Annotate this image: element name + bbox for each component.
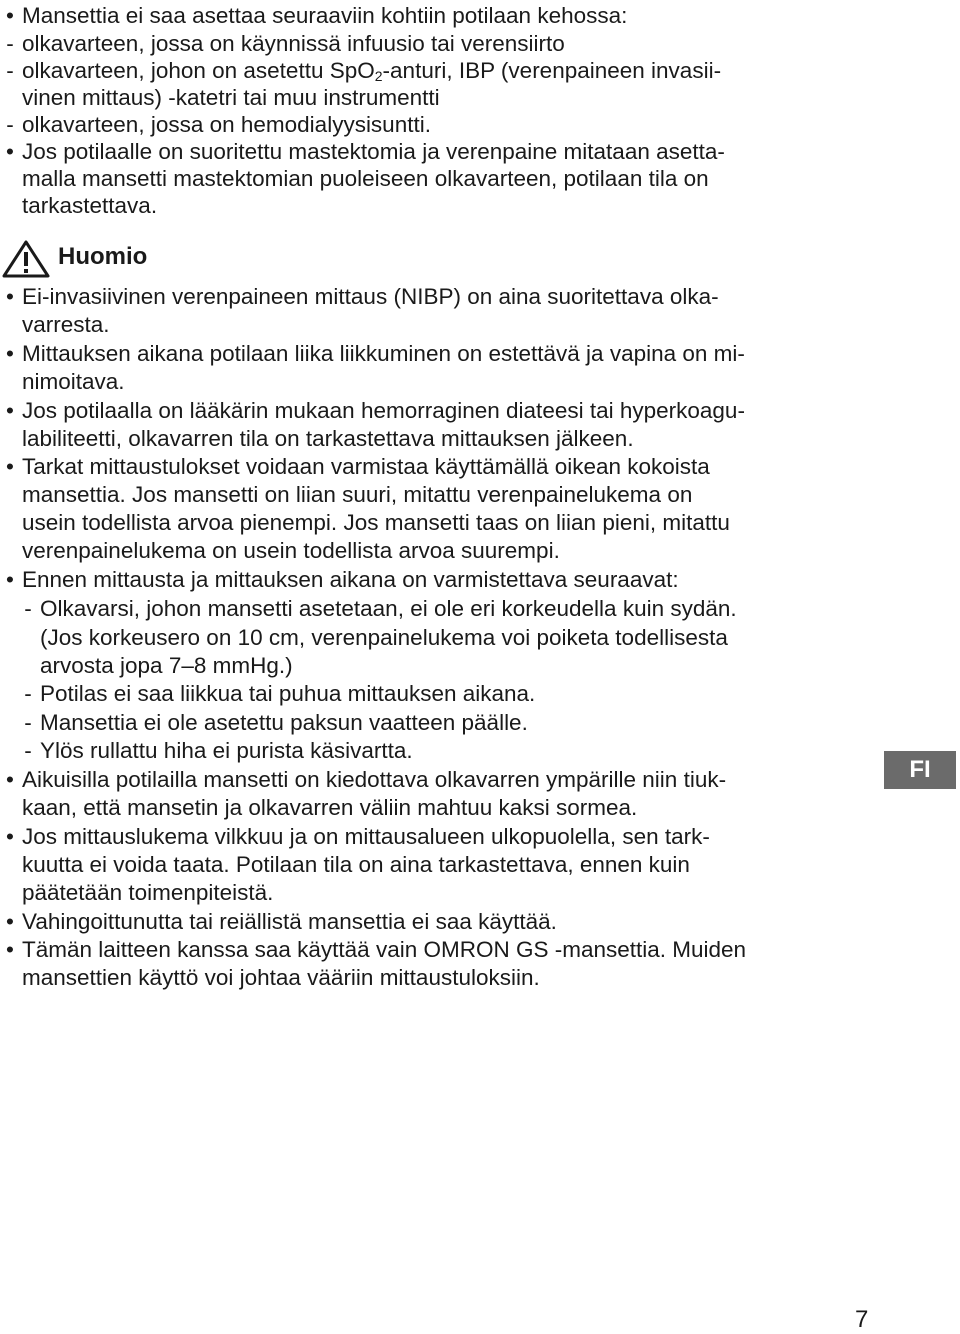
bullet: • <box>6 937 14 962</box>
bullet: • <box>6 139 14 164</box>
dash: - <box>24 681 32 706</box>
bullet: • <box>6 3 14 28</box>
bullet: • <box>6 454 14 479</box>
dash: - <box>24 738 32 763</box>
dash: - <box>6 31 14 56</box>
dash: - <box>6 112 14 137</box>
bullet: • <box>6 398 14 423</box>
language-tab: FI <box>884 751 956 789</box>
dash: - <box>24 596 32 621</box>
bullet: • <box>6 767 14 792</box>
bullet: • <box>6 824 14 849</box>
page-number: 7 <box>855 1306 869 1333</box>
caution-title: Huomio <box>58 243 148 270</box>
warning-triangle-icon <box>2 240 50 278</box>
caution-heading <box>0 240 400 276</box>
bullet: • <box>6 284 14 309</box>
dash: - <box>24 710 32 735</box>
bullet: • <box>6 341 14 366</box>
dash: - <box>6 58 14 83</box>
bullet: • <box>6 909 14 934</box>
bullet: • <box>6 567 14 592</box>
